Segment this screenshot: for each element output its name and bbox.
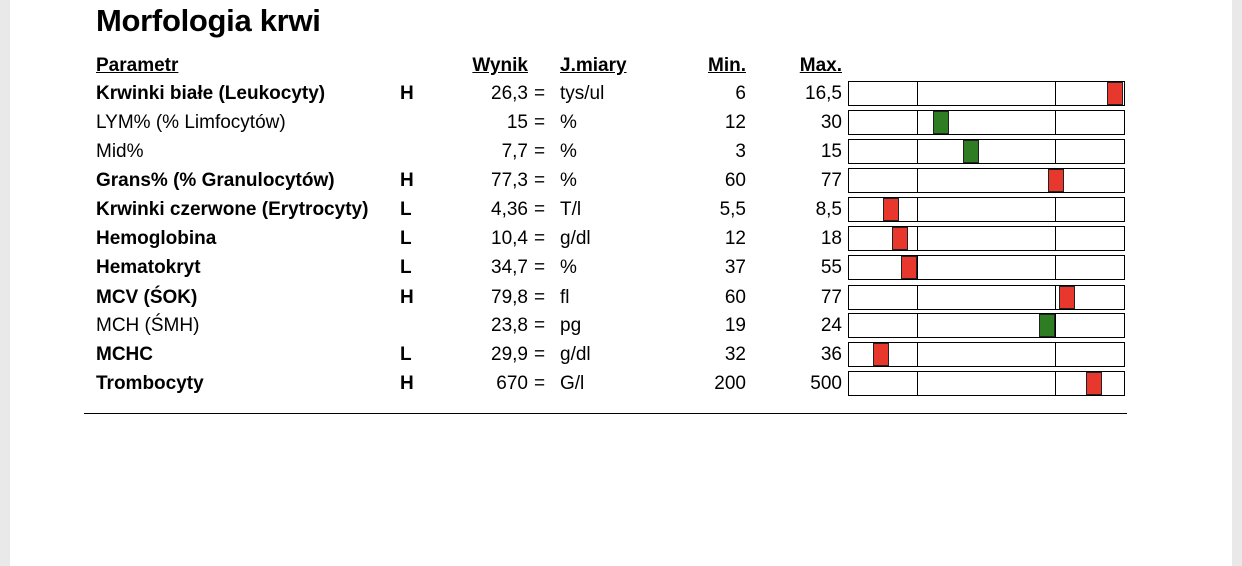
range-max-line — [1055, 227, 1056, 250]
table-row — [10, 196, 1232, 224]
table-row — [10, 138, 1232, 166]
range-bar — [848, 81, 1125, 106]
parameter-name: Hemoglobina — [96, 228, 217, 249]
equals-sign: = — [534, 287, 546, 308]
result-marker — [1107, 82, 1123, 105]
max-value: 15 — [820, 141, 842, 162]
range-min-line — [917, 256, 918, 279]
range-bar — [848, 197, 1125, 222]
header-max: Max. — [799, 55, 842, 76]
unit-label: fl — [560, 287, 570, 308]
bottom-divider — [84, 413, 1127, 414]
result-marker — [933, 111, 949, 134]
table-row — [10, 284, 1232, 312]
parameter-name: LYM% (% Limfocytów) — [96, 112, 286, 133]
range-min-line — [917, 82, 918, 105]
abnormal-flag: L — [400, 199, 412, 220]
equals-sign: = — [534, 257, 546, 278]
header-unit: J.miary — [560, 55, 627, 76]
equals-sign: = — [534, 228, 546, 249]
range-max-line — [1055, 198, 1056, 221]
table-row — [10, 167, 1232, 195]
result-value: 26,3 — [491, 83, 528, 104]
parameter-name: MCHC — [96, 344, 153, 365]
range-bar — [848, 110, 1125, 135]
min-value: 6 — [735, 83, 746, 104]
equals-sign: = — [534, 315, 546, 336]
parameter-name: Grans% (% Granulocytów) — [96, 170, 335, 191]
unit-label: % — [560, 170, 577, 191]
result-value: 10,4 — [491, 228, 528, 249]
table-row — [10, 225, 1232, 253]
range-bar — [848, 139, 1125, 164]
abnormal-flag: H — [400, 83, 414, 104]
max-value: 18 — [820, 228, 842, 249]
table-row — [10, 80, 1232, 108]
result-marker — [873, 343, 889, 366]
equals-sign: = — [534, 141, 546, 162]
abnormal-flag: H — [400, 287, 414, 308]
equals-sign: = — [534, 344, 546, 365]
max-value: 36 — [820, 344, 842, 365]
result-marker — [1048, 169, 1064, 192]
table-row — [10, 370, 1232, 398]
range-min-line — [917, 227, 918, 250]
range-max-line — [1055, 140, 1056, 163]
result-value: 4,36 — [491, 199, 528, 220]
result-value: 29,9 — [491, 344, 528, 365]
equals-sign: = — [534, 112, 546, 133]
range-max-line — [1055, 286, 1056, 309]
min-value: 5,5 — [719, 199, 746, 220]
min-value: 200 — [714, 373, 746, 394]
result-marker — [883, 198, 899, 221]
range-bar — [848, 168, 1125, 193]
min-value: 37 — [724, 257, 746, 278]
max-value: 30 — [820, 112, 842, 133]
page-title: Morfologia krwi — [96, 3, 321, 38]
max-value: 55 — [820, 257, 842, 278]
max-value: 16,5 — [805, 83, 842, 104]
range-max-line — [1055, 256, 1056, 279]
unit-label: tys/ul — [560, 83, 605, 104]
result-marker — [1059, 286, 1075, 309]
unit-label: % — [560, 141, 577, 162]
min-value: 12 — [724, 112, 746, 133]
range-min-line — [917, 169, 918, 192]
range-min-line — [917, 286, 918, 309]
range-min-line — [917, 140, 918, 163]
table-row — [10, 341, 1232, 369]
result-value: 79,8 — [491, 287, 528, 308]
range-bar — [848, 285, 1125, 310]
abnormal-flag: L — [400, 228, 412, 249]
range-bar — [848, 342, 1125, 367]
range-min-line — [917, 372, 918, 395]
abnormal-flag: L — [400, 344, 412, 365]
range-bar — [848, 371, 1125, 396]
unit-label: pg — [560, 315, 582, 336]
report-page — [10, 0, 1232, 566]
unit-label: g/dl — [560, 344, 591, 365]
result-marker — [1086, 372, 1102, 395]
unit-label: g/dl — [560, 228, 591, 249]
max-value: 8,5 — [815, 199, 842, 220]
equals-sign: = — [534, 170, 546, 191]
header-min: Min. — [708, 55, 746, 76]
parameter-name: Krwinki czerwone (Erytrocyty) — [96, 199, 369, 220]
result-marker — [963, 140, 979, 163]
parameter-name: MCH (ŚMH) — [96, 315, 200, 336]
min-value: 32 — [724, 344, 746, 365]
result-value: 7,7 — [501, 141, 528, 162]
result-marker — [901, 256, 917, 279]
parameter-name: MCV (ŚOK) — [96, 287, 198, 308]
max-value: 24 — [820, 315, 842, 336]
min-value: 19 — [724, 315, 746, 336]
header-parameter: Parametr — [96, 55, 179, 76]
range-bar — [848, 313, 1125, 338]
range-min-line — [917, 198, 918, 221]
parameter-name: Hematokryt — [96, 257, 201, 278]
parameter-name: Mid% — [96, 141, 144, 162]
min-value: 60 — [724, 287, 746, 308]
range-min-line — [917, 314, 918, 337]
equals-sign: = — [534, 199, 546, 220]
unit-label: % — [560, 257, 577, 278]
table-row — [10, 109, 1232, 137]
range-max-line — [1055, 82, 1056, 105]
unit-label: T/l — [560, 199, 582, 220]
range-min-line — [917, 343, 918, 366]
parameter-name: Trombocyty — [96, 373, 204, 394]
range-max-line — [1055, 343, 1056, 366]
unit-label: % — [560, 112, 577, 133]
abnormal-flag: H — [400, 373, 414, 394]
result-value: 77,3 — [491, 170, 528, 191]
equals-sign: = — [534, 373, 546, 394]
range-max-line — [1055, 372, 1056, 395]
max-value: 77 — [820, 287, 842, 308]
unit-label: G/l — [560, 373, 585, 394]
table-row — [10, 312, 1232, 340]
result-marker — [892, 227, 908, 250]
range-bar — [848, 255, 1125, 280]
range-bar — [848, 226, 1125, 251]
abnormal-flag: H — [400, 170, 414, 191]
result-marker — [1039, 314, 1055, 337]
abnormal-flag: L — [400, 257, 412, 278]
result-value: 15 — [506, 112, 528, 133]
max-value: 500 — [810, 373, 842, 394]
min-value: 3 — [735, 141, 746, 162]
min-value: 12 — [724, 228, 746, 249]
result-value: 23,8 — [491, 315, 528, 336]
max-value: 77 — [820, 170, 842, 191]
parameter-name: Krwinki białe (Leukocyty) — [96, 83, 326, 104]
result-value: 34,7 — [491, 257, 528, 278]
result-value: 670 — [496, 373, 528, 394]
range-max-line — [1055, 111, 1056, 134]
table-row — [10, 254, 1232, 282]
min-value: 60 — [724, 170, 746, 191]
equals-sign: = — [534, 83, 546, 104]
header-result: Wynik — [472, 55, 528, 76]
range-min-line — [917, 111, 918, 134]
